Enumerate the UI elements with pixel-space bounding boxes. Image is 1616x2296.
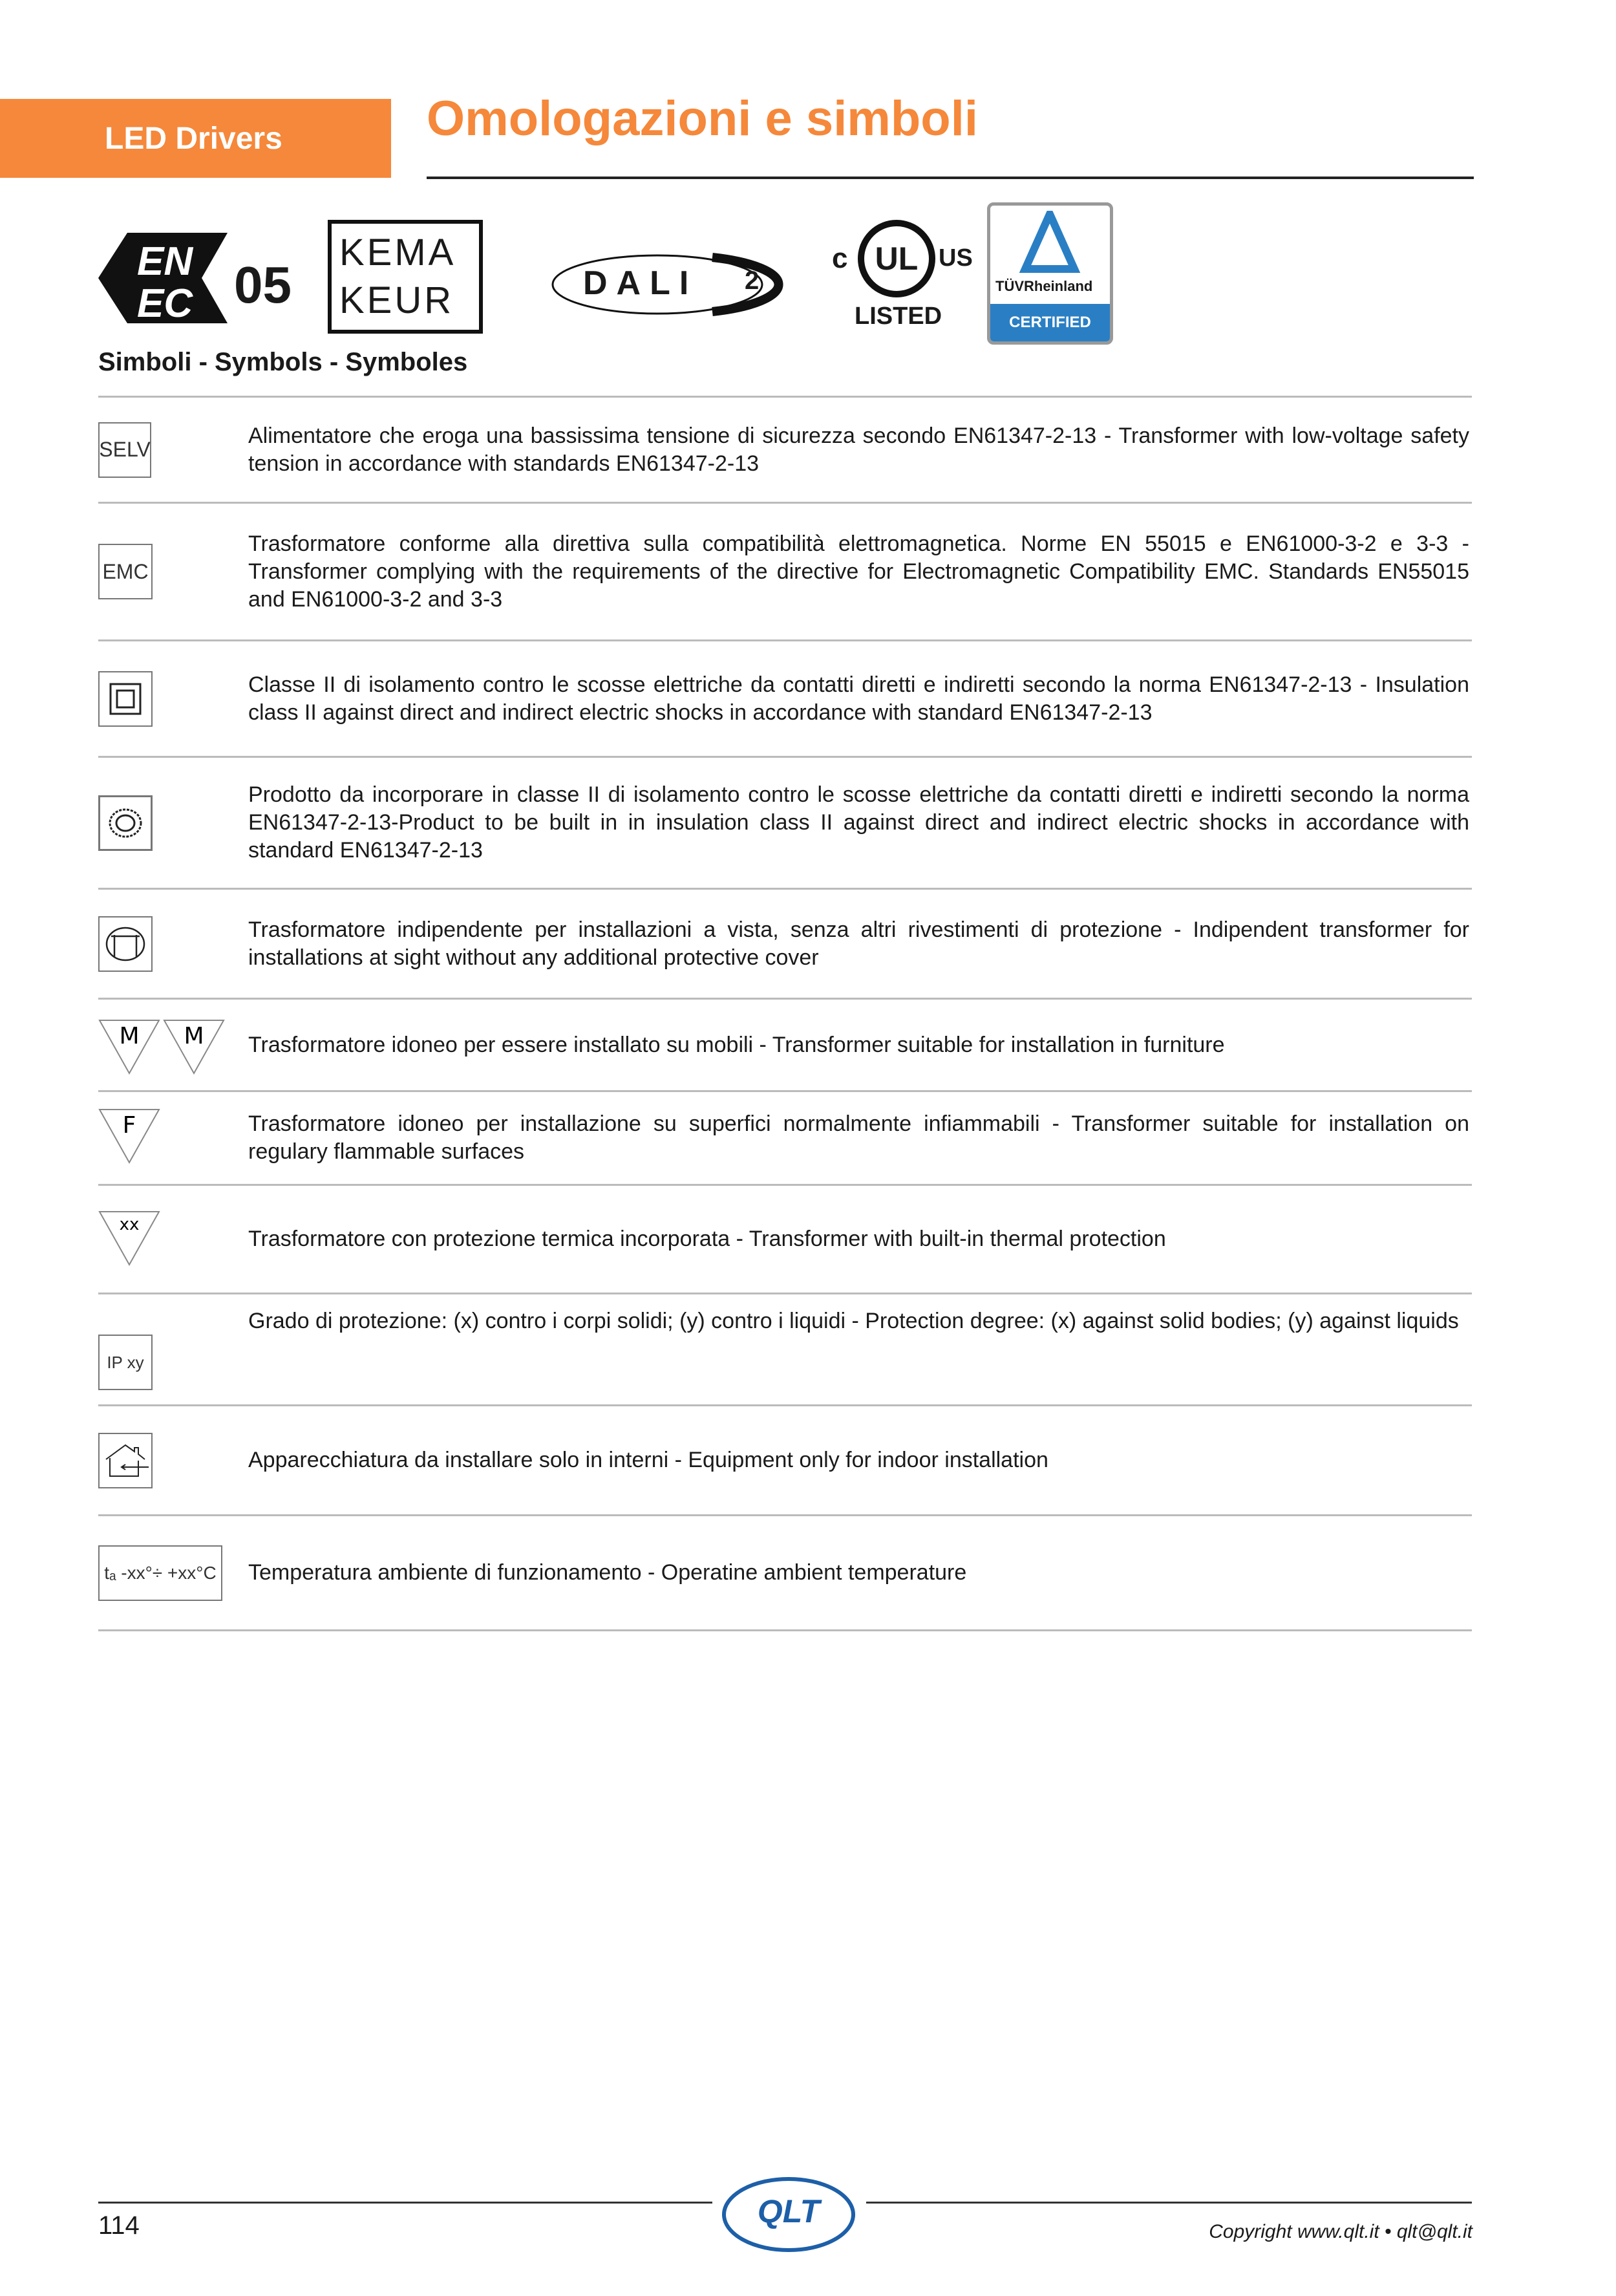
flammable-surface-f-icon	[98, 1108, 163, 1166]
kema-keur-logo: KEMA KEUR	[328, 220, 483, 334]
copyright: Copyright www.qlt.it • qlt@qlt.it	[1209, 2221, 1472, 2242]
row-description: Trasformatore conforme alla direttiva sulla compatibilità elettromagnetica. Norme EN 55015 e EN61000-3-2 e 3-3 - Transformer complying with the requirements of the directive for Electromagnetic Compatibility EMC. Standards EN55015 and EN61000-3-2 and 3-3	[248, 531, 1469, 612]
qlt-logo-text: QLT	[757, 2193, 820, 2229]
row-description: Trasformatore idoneo per essere installato su mobili - Transformer suitable for installation in furniture	[248, 1032, 1225, 1057]
table-row	[98, 502, 1472, 639]
enec-logo	[98, 226, 292, 333]
row-description: Apparecchiatura da installare solo in interni - Equipment only for indoor installation	[248, 1448, 1048, 1472]
row-description: Grado di protezione: (x) contro i corpi solidi; (y) contro i liquidi - Protection degree: (x) against solid bodies; (y) against liquids	[248, 1309, 1459, 1333]
footer-divider-right	[866, 2202, 1472, 2204]
ul-listed-logo: UL c US LISTED	[829, 220, 971, 336]
table-row	[98, 1184, 1472, 1293]
qlt-logo	[718, 2173, 860, 2257]
emc-symbol: EMC	[98, 544, 153, 599]
table-row	[98, 998, 1472, 1090]
symbols-table	[98, 396, 1472, 1631]
tuv-rheinland-logo: TÜVRheinland CERTIFIED	[987, 202, 1113, 345]
row-description: Trasformatore idoneo per installazione su superfici normalmente infiammabili - Transformer suitable for installation on regulary flammable surfaces	[248, 1111, 1469, 1164]
selv-symbol: SELV	[98, 422, 151, 478]
title-divider	[427, 177, 1474, 179]
enec-number: 05	[234, 256, 292, 314]
indoor-only-icon	[98, 1433, 153, 1488]
table-row	[98, 1514, 1472, 1631]
page-number: 114	[98, 2211, 140, 2240]
row-description: Alimentatore che eroga una bassissima tensione di sicurezza secondo EN61347-2-13 - Transformer with low-voltage safety tension in accordance with standards EN61347-2-13	[248, 423, 1469, 476]
footer-divider-left	[98, 2202, 712, 2204]
furniture-m-icon	[98, 1019, 228, 1077]
ambient-temperature-symbol: tₐ -xx°÷ +xx°C	[98, 1545, 222, 1601]
ip-rating-symbol: IP xy	[98, 1335, 153, 1390]
svg-text:M: M	[184, 1023, 204, 1049]
svg-text:xx: xx	[119, 1215, 140, 1234]
row-description: Temperatura ambiente di funzionamento - Operatine ambient temperature	[248, 1560, 967, 1585]
table-row	[98, 1404, 1472, 1514]
symbols-heading: Simboli - Symbols - Symboles	[98, 348, 468, 376]
independent-transformer-icon	[98, 916, 153, 972]
row-description: Trasformatore con protezione termica incorporata - Transformer with built-in thermal protection	[248, 1227, 1166, 1251]
svg-text:EN: EN	[137, 239, 193, 284]
class-ii-icon	[98, 671, 153, 727]
certification-logos	[98, 200, 1132, 349]
table-row	[98, 756, 1472, 888]
dali-logo: DALI 2	[551, 252, 783, 320]
page-title: Omologazioni e simboli	[427, 91, 978, 146]
built-in-class-ii-icon	[98, 795, 153, 851]
section-tag: LED Drivers	[0, 99, 391, 178]
table-row	[98, 396, 1472, 502]
svg-text:EC: EC	[137, 281, 193, 326]
row-description: Prodotto da incorporare in classe II di isolamento contro le scosse elettriche da contatti diretti e indiretti secondo la norma EN61347-2-13-Product to be built in in insulation class II against direct and indirect electric shocks in accordance with standard EN61347-2-13	[248, 782, 1469, 863]
row-description: Trasformatore indipendente per installazioni a vista, senza altri rivestimenti di protezione - Indipendent transformer for installations at sight without any additional protective cover	[248, 917, 1469, 970]
table-row	[98, 1293, 1472, 1404]
table-row	[98, 639, 1472, 756]
svg-text:M: M	[119, 1023, 140, 1049]
table-row	[98, 888, 1472, 998]
thermal-protection-icon	[98, 1210, 163, 1269]
table-row	[98, 1090, 1472, 1184]
svg-text:F: F	[122, 1112, 136, 1139]
row-description: Classe II di isolamento contro le scosse elettriche da contatti diretti e indiretti secondo la norma EN61347-2-13 - Insulation class II against direct and indirect electric shocks in accordance with standard EN61347-2-13	[248, 672, 1469, 725]
